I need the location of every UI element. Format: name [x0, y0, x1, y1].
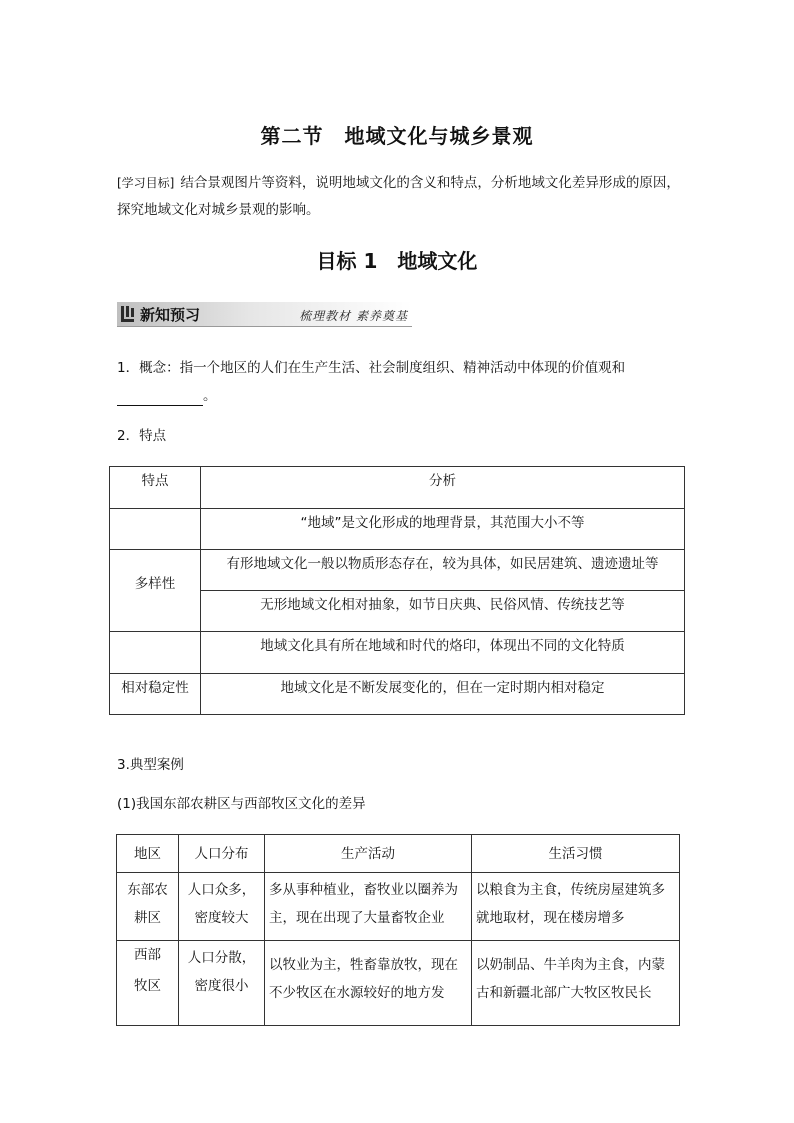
- case1-heading: (1)我国东部农耕区与西部牧区文化的差异: [117, 796, 366, 812]
- header-region: 地区: [117, 835, 179, 873]
- book-icon: [121, 306, 134, 322]
- production-cell: 多从事种植业，畜牧业以圈养为主，现在出现了大量畜牧企业: [265, 873, 472, 941]
- population-line: 人口众多，: [187, 882, 256, 898]
- objective-text: 结合景观图片等资料，说明地域文化的含义和特点，分析地域文化差异形成的原因，探究地域文化对城乡景观的影响。: [117, 175, 680, 218]
- page-title: 第二节 地域文化与城乡景观: [260, 124, 534, 148]
- preview-banner: [117, 302, 412, 327]
- header-analysis: 分析: [201, 467, 685, 509]
- analysis-cell: 有形地域文化一般以物质形态存在，较为具体，如民居建筑、遗迹遗址等: [201, 550, 685, 591]
- table-row: [110, 550, 685, 591]
- region-line: 耕区: [134, 910, 161, 926]
- region-line: 西部: [134, 947, 161, 963]
- analysis-cell: “地域”是文化形成的地理背景，其范围大小不等: [201, 509, 685, 550]
- fill-in-blank[interactable]: [117, 391, 203, 406]
- table-row: [110, 509, 685, 550]
- life-cell: 以粮食为主食，传统房屋建筑多就地取材，现在楼房增多: [472, 873, 680, 941]
- learning-objective: [117, 170, 687, 224]
- table-header-row: [110, 467, 685, 509]
- regions-table: [116, 834, 680, 1026]
- region-cell: [117, 941, 179, 1026]
- header-life: 生活习惯: [472, 835, 680, 873]
- population-cell: [179, 941, 265, 1026]
- population-line: 密度很小: [194, 978, 249, 994]
- concept-suffix: 。: [203, 388, 217, 404]
- analysis-cell: 无形地域文化相对抽象，如节日庆典、民俗风情、传统技艺等: [201, 591, 685, 632]
- concept-blank-line: [117, 386, 697, 406]
- analysis-cell: 地域文化具有所在地域和时代的烙印，体现出不同的文化特质: [201, 632, 685, 674]
- table-row: [110, 632, 685, 674]
- banner-heading: 新知预习: [140, 306, 201, 324]
- life-cell: 以奶制品、牛羊肉为主食，内蒙古和新疆北部广大牧区牧民长: [472, 941, 680, 1026]
- header-production: 生产活动: [265, 835, 472, 873]
- feature-cell: [110, 632, 201, 674]
- header-feature: 特点: [110, 467, 201, 509]
- feature-cell: 相对稳定性: [110, 674, 201, 715]
- analysis-cell: 地域文化是不断发展变化的，但在一定时期内相对稳定: [201, 674, 685, 715]
- banner-tagline: 梳理教材 素养奠基: [299, 309, 408, 323]
- region-line: 东部农: [127, 882, 168, 898]
- features-table: [109, 466, 685, 715]
- section-subtitle: 目标 1 地域文化: [316, 249, 478, 273]
- population-cell: [179, 873, 265, 941]
- region-cell: [117, 873, 179, 941]
- objective-tag: [学习目标]: [117, 176, 175, 190]
- table-row: [110, 674, 685, 715]
- features-heading: 2．特点: [117, 428, 167, 444]
- table-row: [117, 873, 680, 941]
- population-line: 密度较大: [194, 910, 249, 926]
- population-line: 人口分散，: [187, 950, 256, 966]
- cases-heading: 3.典型案例: [117, 757, 184, 773]
- feature-cell: [110, 509, 201, 550]
- region-line: 牧区: [134, 978, 161, 994]
- header-population: 人口分布: [179, 835, 265, 873]
- table-row: [117, 941, 680, 1026]
- production-cell: 以牧业为主，牲畜靠放牧，现在不少牧区在水源较好的地方发: [265, 941, 472, 1026]
- table-header-row: [117, 835, 680, 873]
- concept-line: 1．概念：指一个地区的人们在生产生活、社会制度组织、精神活动中体现的价值观和: [117, 360, 626, 376]
- feature-cell: 多样性: [110, 550, 201, 632]
